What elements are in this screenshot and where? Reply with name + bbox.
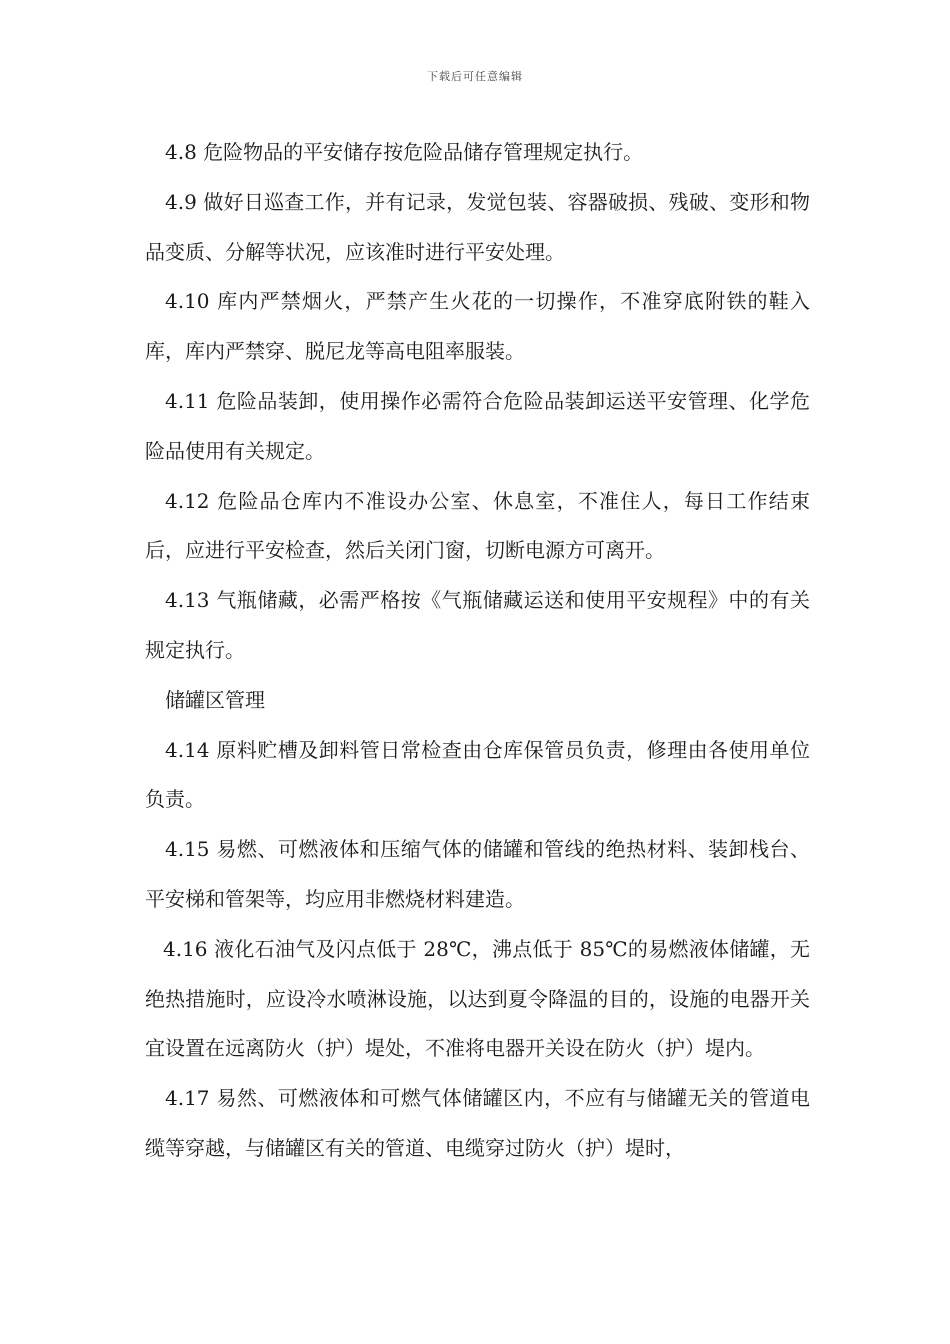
section-title-tank-area: 储罐区管理 bbox=[165, 687, 265, 712]
paragraph-4-17: 4.17 易然、可燃液体和可燃气体储罐区内，不应有与储罐无关的管道电缆等穿越，与储罐区有关的管道、电缆穿过防火（护）堤时， bbox=[145, 1086, 810, 1160]
paragraph-4-12: 4.12 危险品仓库内不准设办公室、休息室，不准住人，每日工作结束后，应进行平安检查，然后关闭门窗，切断电源方可离开。 bbox=[145, 488, 810, 563]
document-body bbox=[145, 128, 810, 1174]
paragraph-4-11: 4.11 危险品装卸，使用操作必需符合危险品装卸运送平安管理、化学危险品使用有关规定。 bbox=[145, 388, 810, 463]
paragraph-4-8: 4.8 危险物品的平安储存按危险品储存管理规定执行。 bbox=[165, 140, 644, 164]
paragraph-4-16: 4.16 液化石油气及闪点低于 28℃，沸点低于 85℃的易燃液体储罐，无绝热措施时，应设冷水喷淋设施，以达到夏令降温的目的，设施的电器开关宜设置在远离防火（护）堤处，不准将电器开关设在防火（护）堤内。 bbox=[145, 936, 810, 1061]
paragraph-4-13: 4.13 气瓶储藏，必需严格按《气瓶储藏运送和使用平安规程》中的有关规定执行。 bbox=[145, 588, 810, 662]
paragraph-4-14: 4.14 原料贮槽及卸料管日常检查由仓库保管员负责，修理由各使用单位负责。 bbox=[145, 737, 810, 812]
paragraph-4-9: 4.9 做好日巡查工作，并有记录，发觉包装、容器破损、残破、变形和物品变质、分解等状况，应该准时进行平安处理。 bbox=[145, 189, 810, 264]
paragraph-4-15: 4.15 易燃、可燃液体和压缩气体的储罐和管线的绝热材料、装卸栈台、平安梯和管架等，均应用非燃烧材料建造。 bbox=[145, 837, 810, 911]
page-header: 下载后可任意编辑 bbox=[427, 70, 523, 83]
paragraph-4-10: 4.10 库内严禁烟火，严禁产生火花的一切操作，不准穿底附铁的鞋入库，库内严禁穿、脱尼龙等高电阻率服装。 bbox=[145, 289, 810, 364]
